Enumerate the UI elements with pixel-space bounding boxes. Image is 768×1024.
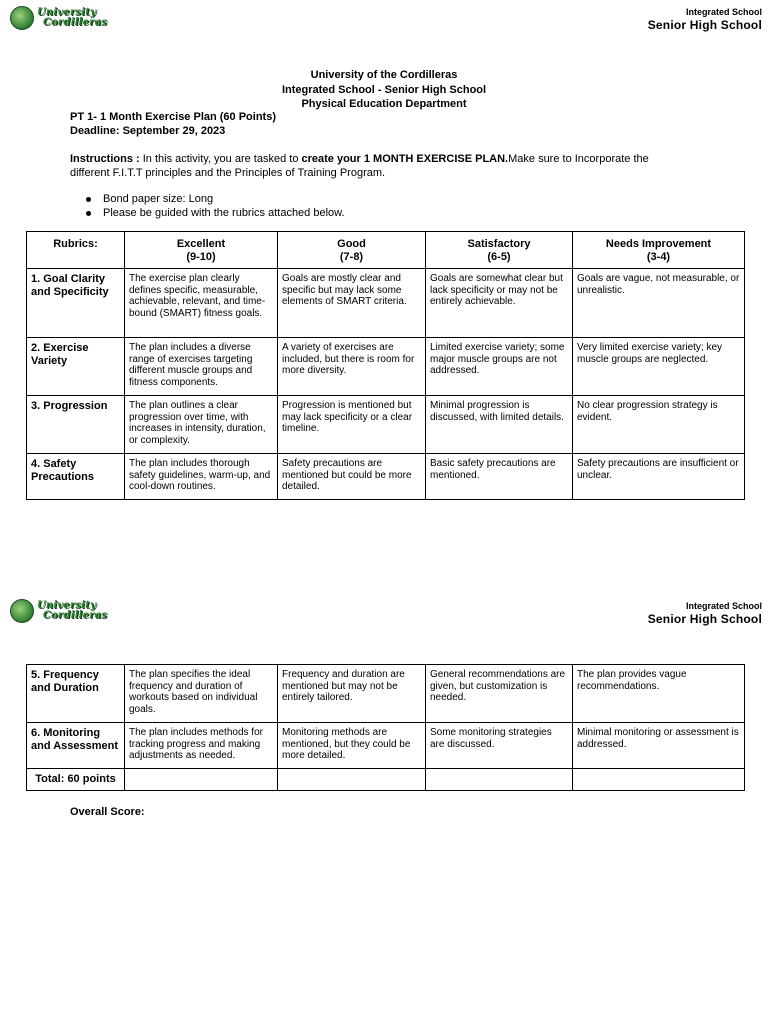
total-row (27, 769, 745, 791)
instructions (70, 152, 690, 180)
bullet-icon (86, 211, 91, 216)
logo-line2: Cordilleras (43, 609, 108, 621)
table-cell: Minimal monitoring or assessment is addressed. (573, 723, 745, 769)
task-title: PT 1- 1 Month Exercise Plan (60 Points) (70, 111, 276, 123)
header-needs-improvement: Needs Improvement (3-4) (573, 232, 745, 269)
instructions-text1: In this activity, you are tasked to (139, 153, 302, 165)
school-mark (648, 600, 762, 626)
table-cell: Monitoring methods are mentioned, but they could be more detailed. (278, 723, 426, 769)
criterion-cell: 6. Monitoring and Assessment (27, 723, 125, 769)
school-mark-line1: Integrated School (685, 601, 762, 611)
table-row (27, 396, 745, 454)
table-cell: The exercise plan clearly defines specific, measurable, achievable, relevant, and time-bound (SMART) fitness goals. (125, 269, 278, 338)
rubric-table-continued (26, 664, 745, 791)
table-cell: Goals are somewhat clear but lack specificity or may not be entirely achievable. (426, 269, 573, 338)
header-excellent: Excellent (9-10) (125, 232, 278, 269)
table-cell: Limited exercise variety; some major muscle groups are not addressed. (426, 338, 573, 396)
table-row (27, 269, 745, 338)
instructions-bold: create your 1 MONTH EXERCISE PLAN. (301, 153, 509, 165)
logo-line1: University (37, 599, 97, 611)
instructions-text2: Make sure to Incorporate the different F.I.T.T principles and the Principles of Training Program. (70, 153, 649, 179)
school-mark-line2: Senior High School (647, 612, 762, 626)
table-cell (426, 769, 573, 791)
criterion-cell: 3. Progression (27, 396, 125, 454)
criterion-cell: 5. Frequency and Duration (27, 665, 125, 723)
table-cell: The plan outlines a clear progression over time, with increases in intensity, duration, or complexity. (125, 396, 278, 454)
table-cell: The plan specifies the ideal frequency and duration of workouts based on individual goals. (125, 665, 278, 723)
table-cell: The plan includes a diverse range of exercises targeting different muscle groups and fitness components. (125, 338, 278, 396)
table-cell: The plan includes methods for tracking progress and making adjustments as needed. (125, 723, 278, 769)
header-rubrics: Rubrics: (27, 232, 125, 269)
rubric-table (26, 231, 745, 500)
school-mark-line1: Integrated School (685, 7, 762, 17)
table-cell: Some monitoring strategies are discussed. (426, 723, 573, 769)
heading-department: Physical Education Department (301, 98, 467, 110)
total-label: Total: 60 points (27, 769, 125, 791)
table-cell: Basic safety precautions are mentioned. (426, 454, 573, 500)
criterion-cell: 2. Exercise Variety (27, 338, 125, 396)
logo-line2: Cordilleras (43, 16, 108, 28)
logo-line1: University (37, 6, 97, 18)
table-cell: No clear progression strategy is evident. (573, 396, 745, 454)
table-cell (278, 769, 426, 791)
criterion-cell: 1. Goal Clarity and Specificity (27, 269, 125, 338)
table-cell: Safety precautions are mentioned but could be more detailed. (278, 454, 426, 500)
bullet-icon (86, 197, 91, 202)
table-cell (125, 769, 278, 791)
table-cell: The plan provides vague recommendations. (573, 665, 745, 723)
table-cell: Minimal progression is discussed, with limited details. (426, 396, 573, 454)
bullet-list (86, 192, 345, 220)
header-satisfactory: Satisfactory (6-5) (426, 232, 573, 269)
instructions-label: Instructions : (70, 153, 140, 165)
overall-score-label: Overall Score: (70, 806, 145, 818)
university-logo (10, 598, 108, 623)
table-row (27, 454, 745, 500)
seal-icon (10, 599, 34, 623)
criterion-cell: 4. Safety Precautions (27, 454, 125, 500)
university-logo (10, 5, 108, 30)
header-good: Good (7-8) (278, 232, 426, 269)
table-cell: Progression is mentioned but may lack specificity or a clear timeline. (278, 396, 426, 454)
table-row (27, 665, 745, 723)
table-cell: A variety of exercises are included, but there is room for more diversity. (278, 338, 426, 396)
heading-school: Integrated School - Senior High School (281, 83, 487, 96)
bullet-item: Please be guided with the rubrics attached below. (86, 206, 345, 220)
heading-university: University of the Cordilleras (310, 69, 458, 81)
table-row (27, 723, 745, 769)
table-cell (573, 769, 745, 791)
school-mark (648, 6, 762, 32)
table-cell: General recommendations are given, but customization is needed. (426, 665, 573, 723)
rubric-header-row (27, 232, 745, 269)
table-cell: Very limited exercise variety; key muscle groups are neglected. (573, 338, 745, 396)
table-cell: Safety precautions are insufficient or unclear. (573, 454, 745, 500)
seal-icon (10, 6, 34, 30)
table-cell: The plan includes thorough safety guidelines, warm-up, and cool-down routines. (125, 454, 278, 500)
document-heading (0, 68, 768, 112)
table-cell: Frequency and duration are mentioned but may not be entirely tailored. (278, 665, 426, 723)
bullet-item: Bond paper size: Long (86, 192, 345, 206)
deadline: Deadline: September 29, 2023 (70, 125, 226, 137)
table-cell: Goals are mostly clear and specific but may lack some elements of SMART criteria. (278, 269, 426, 338)
table-row (27, 338, 745, 396)
table-cell: Goals are vague, not measurable, or unrealistic. (573, 269, 745, 338)
school-mark-line2: Senior High School (647, 18, 762, 32)
